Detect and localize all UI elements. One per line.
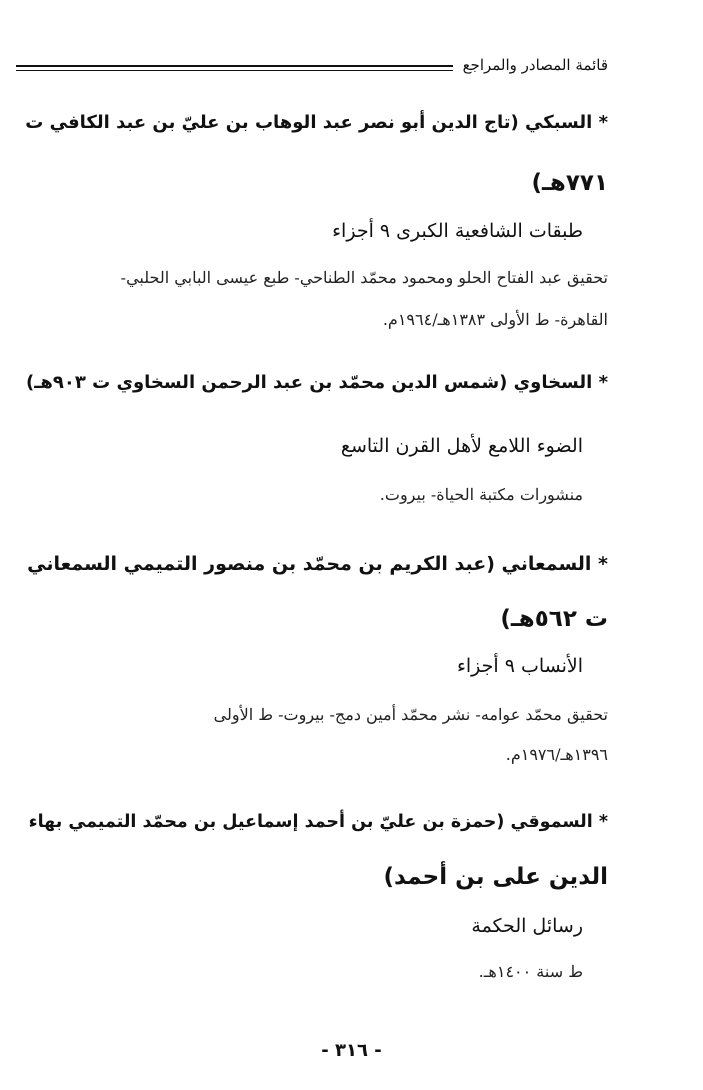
- entry-3-heading-line-2: ت ٥٦٢هـ): [500, 606, 608, 632]
- entry-3-details-line-2: ١٣٩٦هـ/١٩٧٦م.: [505, 745, 608, 764]
- entry-4-details-line-1: ط سنة ١٤٠٠هـ.: [478, 962, 583, 981]
- entry-4-heading-line-2: الدين على بن أحمد): [383, 864, 608, 890]
- page-number: - ٣١٦ -: [321, 1040, 382, 1061]
- page-header: [16, 50, 608, 80]
- entry-1-details-line-2: القاهرة- ط الأولى ١٣٨٣هـ/١٩٦٤م.: [382, 310, 608, 329]
- entry-3-details-line-1: تحقيق محمّد عوامه- نشر محمّد أمين دمج- بيروت- ط الأولى: [213, 705, 608, 724]
- entry-2-title: الضوء اللامع لأهل القرن التاسع: [340, 435, 583, 457]
- entry-4-heading-line-1: * السموقي (حمزة بن عليّ بن أحمد إسماعيل بن محمّد التميمي بهاء: [28, 812, 608, 832]
- entry-2-heading-line-1: * السخاوي (شمس الدين محمّد بن عبد الرحمن السخاوي ت ٩٠٣هـ): [26, 372, 608, 393]
- page-header-title: قائمة المصادر والمراجع: [462, 56, 608, 74]
- entry-3-title: الأنساب ٩ أجزاء: [456, 655, 583, 677]
- entry-3-heading-line-1: * السمعاني (عبد الكريم بن محمّد بن منصور التميمي السمعاني: [27, 553, 608, 575]
- entry-4-title: رسائل الحكمة: [471, 915, 583, 937]
- entry-1-heading-line-2: ٧٧١هـ): [531, 170, 608, 196]
- header-rule: [16, 65, 453, 71]
- entry-1-title: طبقات الشافعية الكبرى ٩ أجزاء: [332, 220, 583, 242]
- entry-2-details-line-1: منشورات مكتبة الحياة- بيروت.: [379, 485, 583, 504]
- entry-1-heading-line-1: * السبكي (تاج الدين أبو نصر عبد الوهاب بن عليّ بن عبد الكافي ت: [25, 112, 608, 133]
- entry-1-details-line-1: تحقيق عبد الفتاح الحلو ومحمود محمّد الطناحي- طبع عيسى البابي الحلبي-: [120, 268, 608, 287]
